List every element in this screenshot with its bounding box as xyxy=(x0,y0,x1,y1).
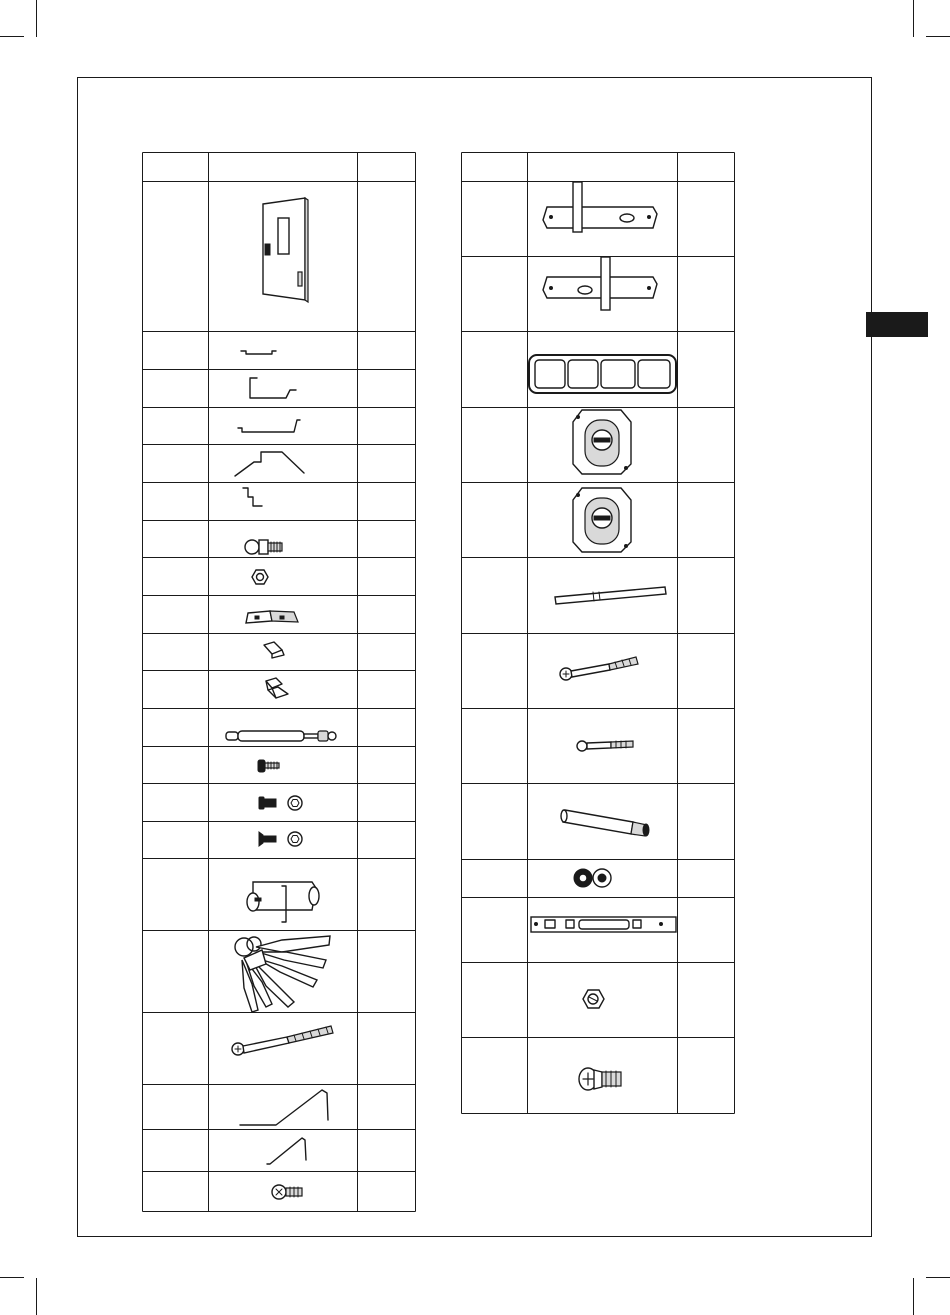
clip-icon xyxy=(264,642,284,658)
short-bracket-icon xyxy=(267,1138,306,1164)
escutcheon-icon xyxy=(573,410,631,474)
long-bolt-icon xyxy=(232,1026,333,1055)
parts-table-right xyxy=(461,152,735,1114)
handle-plate-right-icon xyxy=(543,257,657,310)
long-machine-screw-icon xyxy=(560,657,638,680)
handle-plate-left-icon xyxy=(543,182,657,232)
crop-mark xyxy=(926,36,950,37)
crop-mark xyxy=(0,36,24,37)
countersunk-screw-and-washer-icon xyxy=(259,832,302,846)
crop-mark xyxy=(36,1278,37,1315)
gas-strut-icon xyxy=(226,731,336,741)
hex-nut-icon xyxy=(583,990,604,1008)
section-tab xyxy=(866,312,928,337)
crop-mark xyxy=(913,1278,914,1315)
hinge-icon xyxy=(246,611,298,623)
crop-mark xyxy=(36,0,37,37)
ramp-profile-icon xyxy=(235,452,304,476)
short-machine-screw-icon xyxy=(577,741,633,751)
parts-table-left xyxy=(142,152,416,1212)
strike-plate-icon xyxy=(531,917,676,932)
crop-mark xyxy=(926,1277,950,1278)
hex-nut-icon xyxy=(252,570,268,584)
washers-icon xyxy=(574,869,611,887)
lock-cylinder-icon xyxy=(247,882,319,922)
z-profile-icon xyxy=(243,488,262,506)
crop-mark xyxy=(0,1277,24,1278)
door-panel-icon xyxy=(263,198,308,302)
keys-icon xyxy=(235,936,330,1012)
square-spindle-icon xyxy=(555,587,666,604)
long-bracket-icon xyxy=(240,1090,328,1125)
self-tapping-screw-icon xyxy=(258,760,279,772)
escutcheon-icon xyxy=(573,488,631,552)
crop-mark xyxy=(913,0,914,37)
channel-profile-icon xyxy=(238,420,300,432)
step-profile-icon xyxy=(250,378,296,398)
threaded-sleeve-icon xyxy=(561,810,649,836)
flat-profile-icon xyxy=(241,351,276,354)
wafer-head-screw-icon xyxy=(272,1185,302,1199)
four-pane-gasket-icon xyxy=(529,355,676,393)
double-clip-icon xyxy=(266,678,288,698)
ball-stud-icon xyxy=(245,540,282,554)
table-grid xyxy=(142,153,416,1212)
screw-and-washer-icon xyxy=(259,796,302,810)
countersunk-bolt-icon xyxy=(579,1068,621,1090)
